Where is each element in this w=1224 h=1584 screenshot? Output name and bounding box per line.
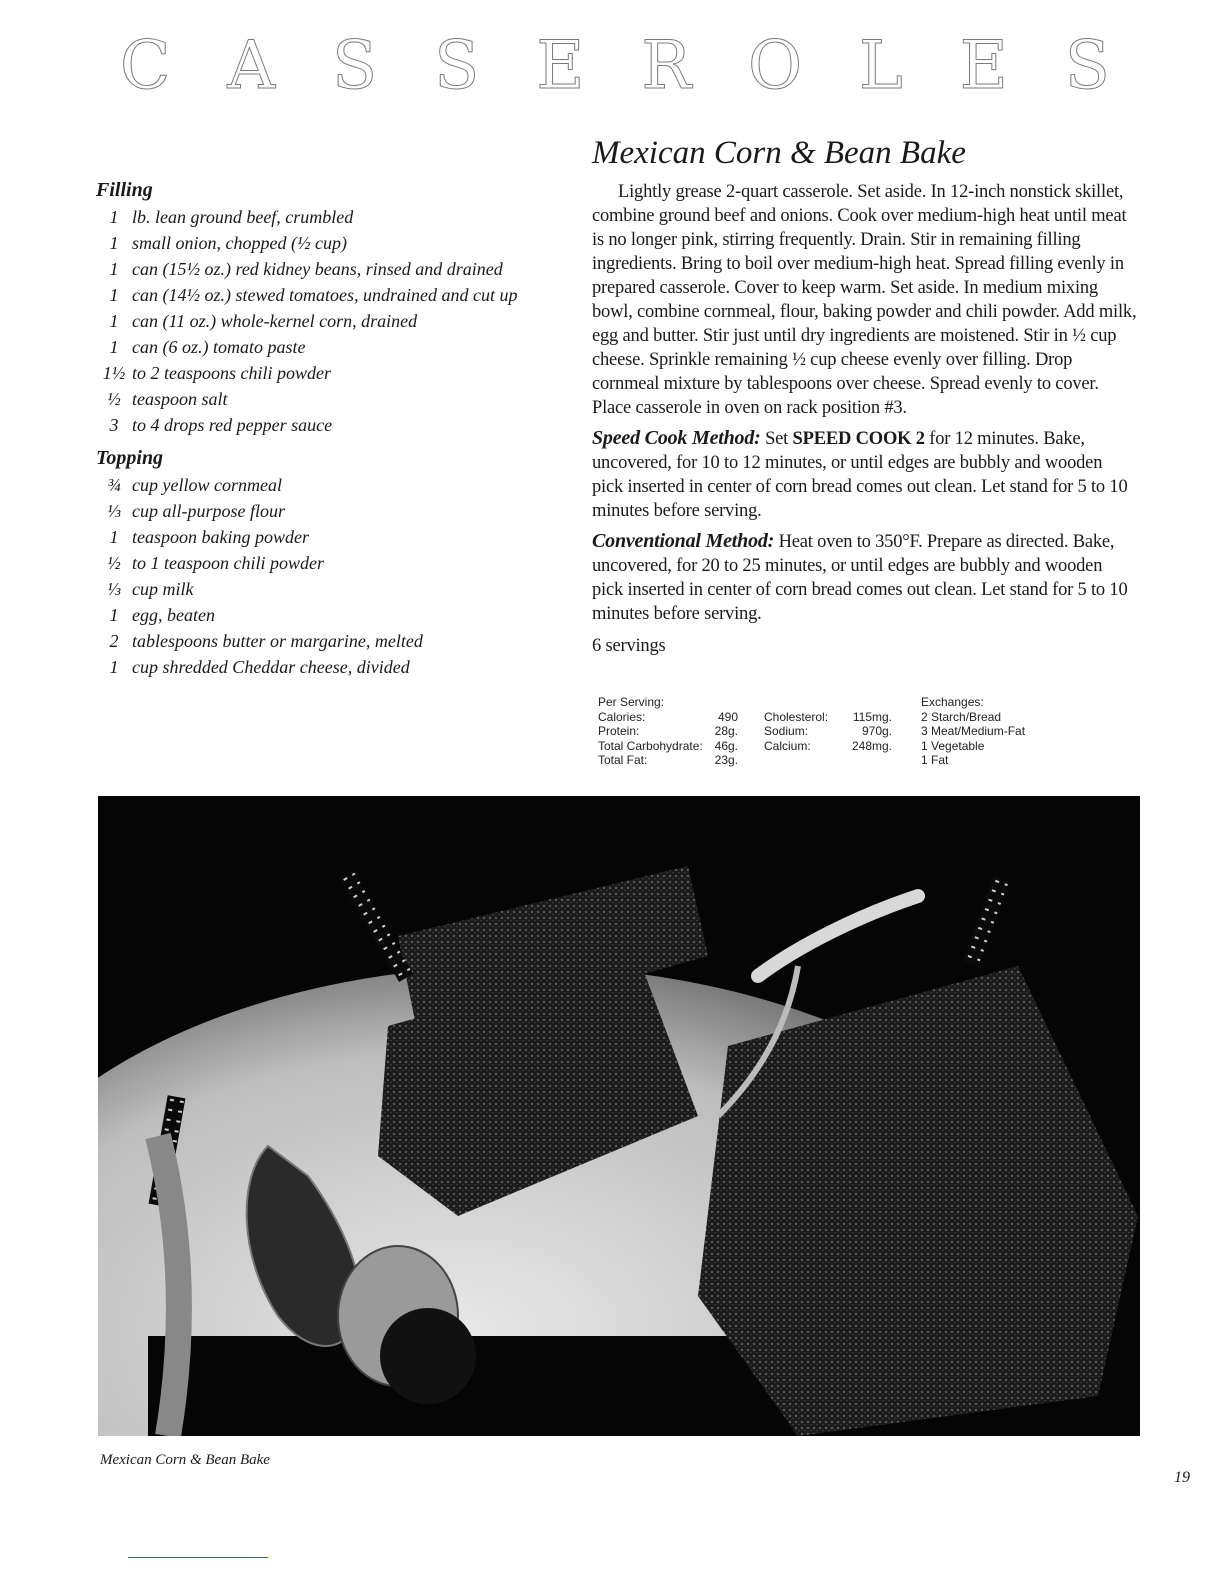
exchanges-heading: Exchanges: [921,695,984,709]
exchange-item: 2 Starch/Bread [921,709,1002,724]
speed-cook-setting: SPEED COOK 2 [792,429,925,449]
nutrition-value: 970g. [861,724,892,738]
ingredient-qty: 1 [109,259,119,279]
exchanges-col [921,695,1061,768]
nutrition-label: Protein: [598,724,640,738]
ingredient-qty: 1 [109,337,119,357]
ingredient-row [96,230,566,256]
ingredient-row [96,360,566,386]
ingredient-row [96,282,566,308]
ingredient-qty: 3 [109,415,119,435]
conventional-text: Heat oven to 350°F. Prepare as directed. Bake, uncovered, for 20 to 25 minutes, or until edges are bubbly and wooden pick inserted in center of corn bread comes out clean. Let stand for 5 to 10 minutes before serving. [592,532,1128,624]
header-letter: E [959,27,1008,104]
ingredient-row [96,412,566,438]
casserole-photo [98,796,1140,1436]
nutrition-value: 28g. [714,724,738,738]
ingredient-desc: can (11 oz.) whole-kernel corn, drained [132,311,418,331]
speed-cook-text: for 12 minutes. Bake, uncovered, for 10 to 12 minutes, or until edges are bubbly and wooden pick inserted in center of corn bread comes out clean. Let stand for 5 to 10 minutes before serving. [592,429,1128,521]
conventional-label: Conventional Method: [592,530,775,552]
ingredient-desc: can (15½ oz.) red kidney beans, rinsed and drained [132,259,503,279]
ingredient-qty: 1 [109,527,119,547]
ingredient-desc: to 2 teaspoons chili powder [132,363,331,383]
ingredient-desc: cup shredded Cheddar cheese, divided [132,657,410,677]
nutrition-col-2 [764,695,894,753]
filling-title: Filling [96,179,153,201]
ingredient-row [96,308,566,334]
recipe-intro: Lightly grease 2-quart casserole. Set aside. In 12-inch nonstick skillet, combine ground beef and onions. Cook over medium-high heat until meat is no longer pink, stirring frequently. Drain. Stir in remaining filling ingredients. Bring to boil over medium-high heat. Spread filling evenly in prepared casserole. Cover to keep warm. Set aside. In medium mixing bowl, combine cornmeal, flour, baking powder and chili powder. Add milk, egg and butter. Stir just until dry ingredients are moistened. Stir in ½ cup cheese. Sprinkle remaining ½ cup cheese evenly over filling. Drop cornmeal mixture by tablespoons over cheese. Spread evenly to cover. Place casserole in oven on rack position #3. [592,182,1137,418]
nutrition-row [764,710,894,725]
ingredient-row [96,524,566,550]
ingredient-row [96,576,566,602]
ingredient-qty: 1½ [102,363,126,383]
nutrition-row [598,739,748,754]
exchange-item: 1 Vegetable [921,738,985,753]
conventional-method [592,529,1137,626]
ingredient-desc: can (14½ oz.) stewed tomatoes, undrained and cut up [132,285,518,305]
ingredient-desc: cup all-purpose flour [132,501,285,521]
nutrition-value: 46g. [714,738,738,753]
recipe-column [592,132,1137,658]
header-letter: E [536,27,585,104]
ingredient-desc: to 1 teaspoon chili powder [132,553,324,573]
ingredient-qty: 1 [109,657,119,677]
nutrition-label: Sodium: [764,724,809,738]
exchange-item: 3 Meat/Medium-Fat [921,724,1026,738]
ingredient-row [96,550,566,576]
ingredient-qty: ½ [107,553,121,573]
ingredient-desc: egg, beaten [132,605,215,625]
ingredient-desc: lb. lean ground beef, crumbled [132,207,354,227]
ingredient-desc: tablespoons butter or margarine, melted [132,631,423,651]
ingredient-row [96,334,566,360]
nutrition-label: Total Carbohydrate: [598,738,703,753]
ingredient-qty: ½ [107,389,121,409]
nutrition-row [764,724,894,739]
ingredient-qty: 1 [109,207,119,227]
nutrition-row [598,724,748,739]
servings: 6 servings [592,636,666,656]
ingredient-qty: ⅓ [107,579,121,599]
ingredient-row [96,602,566,628]
nutrition-row [598,753,748,768]
nutrition-row [764,739,894,754]
speed-cook-method [592,426,1137,523]
ingredient-row [96,654,566,680]
ingredient-row [96,204,566,230]
casserole-photo-icon [98,796,1140,1436]
section-header [120,26,1110,106]
nutrition-label: Calories: [598,709,646,724]
ingredient-qty: 2 [109,631,119,651]
nutrition-row [598,710,748,725]
ingredient-desc: small onion, chopped (½ cup) [132,233,347,253]
header-letter: S [331,27,378,104]
nutrition-value: 115mg. [852,709,892,724]
header-letter: L [858,27,903,104]
ingredient-qty: 1 [109,311,119,331]
filling-list [96,204,566,438]
ingredient-row [96,472,566,498]
nutrition-col-1 [598,695,748,768]
ingredient-row [96,256,566,282]
nutrition-label: Calcium: [764,738,811,753]
ingredient-desc: to 4 drops red pepper sauce [132,415,333,435]
ingredient-qty: 1 [109,285,119,305]
exchange-item: 1 Fat [921,753,949,767]
nutrition-label: Total Fat: [598,753,648,767]
ingredient-desc: cup milk [132,579,194,599]
ingredient-desc: can (6 oz.) tomato paste [132,337,306,357]
ingredient-row [96,498,566,524]
ingredient-desc: teaspoon baking powder [132,527,309,547]
nutrition-label: Cholesterol: [764,709,829,724]
page-number: 19 [1174,1469,1190,1486]
topping-title: Topping [96,447,164,469]
nutrition-value: 23g. [714,753,738,767]
nutrition-heading: Per Serving: [598,695,665,709]
ingredient-desc: cup yellow cornmeal [132,475,282,495]
photo-caption: Mexican Corn & Bean Bake [100,1452,270,1468]
nutrition-value: 490 [717,709,738,724]
ingredient-qty: 1 [109,233,119,253]
ingredients-column [96,176,566,680]
header-letter: R [641,27,692,104]
speed-cook-label: Speed Cook Method: [592,427,761,449]
speed-cook-pre: Set [765,429,789,449]
header-letter: C [120,27,171,104]
nutrition-value: 248mg. [851,738,892,753]
header-letter: S [1064,27,1110,104]
ingredient-qty: 1 [109,605,119,625]
ingredient-desc: teaspoon salt [132,389,228,409]
ingredient-qty: ⅓ [107,501,121,521]
header-letter: O [747,27,803,104]
ingredient-row [96,386,566,412]
recipe-title: Mexican Corn & Bean Bake [592,135,966,171]
ingredient-row [96,628,566,654]
header-letter: A [227,27,276,104]
footnote-rule [128,1557,268,1558]
ingredient-qty: ¾ [107,475,121,495]
topping-list [96,472,566,680]
header-letter: S [434,27,480,104]
